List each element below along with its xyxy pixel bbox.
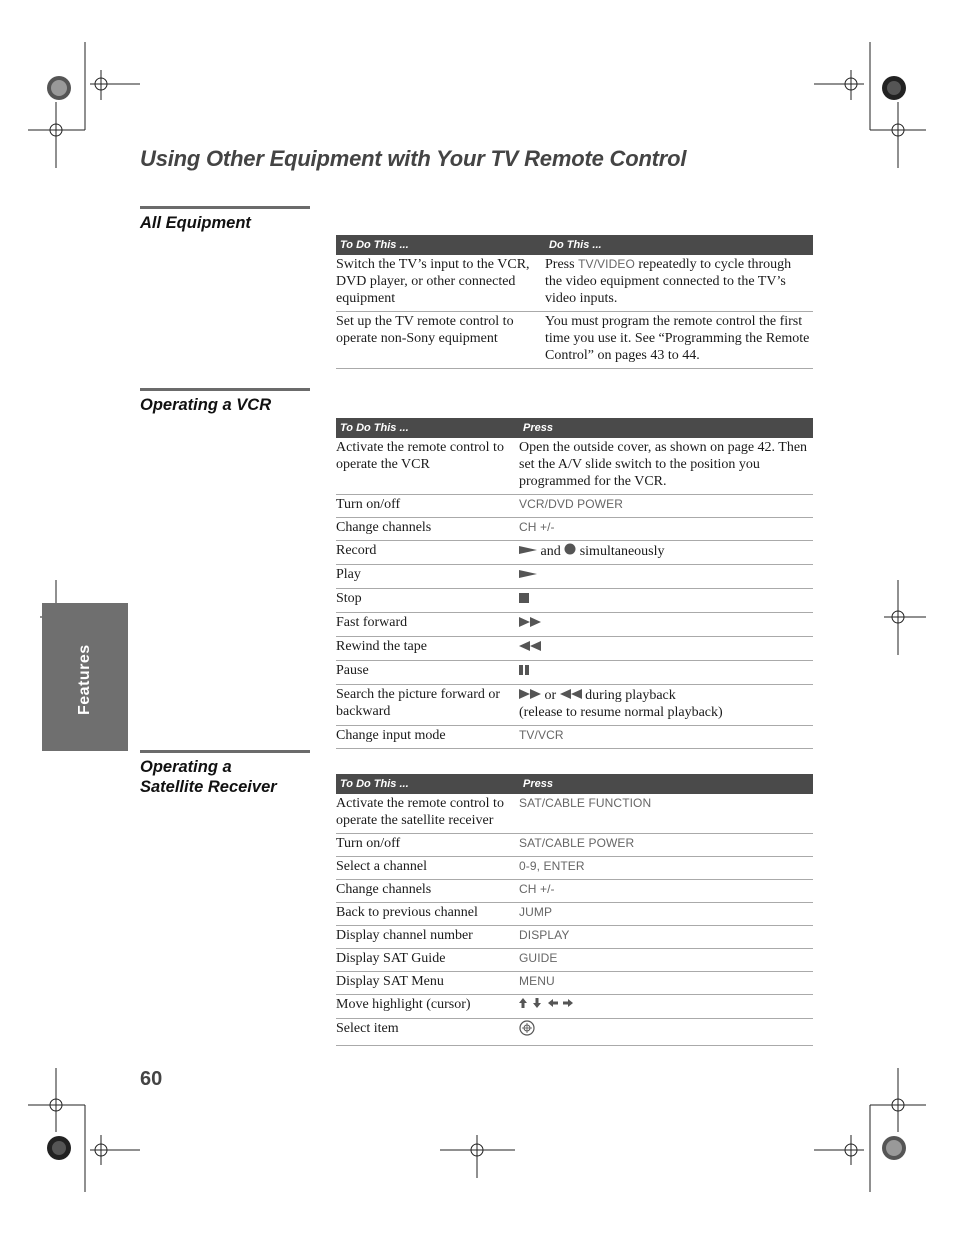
task-cell: Play (336, 565, 519, 589)
section-rule (140, 750, 310, 753)
task-cell: Set up the TV remote control to operate non-Sony equipment (336, 312, 545, 369)
rewind-icon (560, 687, 582, 702)
connector-text: and (537, 544, 565, 559)
note-text: simultaneously (576, 544, 665, 559)
action-cell (519, 726, 813, 749)
task-cell: Back to previous channel (336, 903, 519, 926)
action-cell (519, 518, 813, 541)
key-label: GUIDE (519, 951, 558, 965)
side-tab (42, 603, 128, 751)
table-row (336, 255, 813, 312)
action-cell: Press TV/VIDEO repeatedly to cycle through the video equipment connected to the TV’s video inputs. (545, 255, 813, 312)
table-row (336, 726, 813, 749)
key-label: JUMP (519, 905, 553, 919)
table-row (336, 661, 813, 685)
key-label: CH +/- (519, 882, 555, 896)
table-row (336, 1019, 813, 1046)
table-row (336, 926, 813, 949)
table-row (336, 949, 813, 972)
satellite-table (336, 774, 813, 1046)
col-header-task: To Do This ... (336, 235, 545, 255)
table-row (336, 995, 813, 1019)
pause-icon (519, 663, 529, 678)
table-row (336, 880, 813, 903)
table-row (336, 518, 813, 541)
action-cell (519, 995, 813, 1019)
section-rule (140, 206, 310, 209)
key-label: 0-9, ENTER (519, 859, 585, 873)
task-cell: Activate the remote control to operate the VCR (336, 438, 519, 495)
task-cell: Activate the remote control to operate the satellite receiver (336, 794, 519, 834)
action-cell (519, 589, 813, 613)
action-cell (519, 1019, 813, 1046)
table-row (336, 312, 813, 369)
side-tab-label: Features (76, 644, 93, 715)
action-cell (519, 903, 813, 926)
action-cell (519, 495, 813, 518)
task-cell: Record (336, 541, 519, 565)
col-header-press: Press (519, 774, 813, 794)
task-cell: Change channels (336, 518, 519, 541)
rewind-icon (519, 639, 541, 654)
note-text: (release to resume normal playback) (519, 705, 723, 720)
task-cell: Select item (336, 1019, 519, 1046)
table-row (336, 637, 813, 661)
task-cell: Stop (336, 589, 519, 613)
task-cell: Change channels (336, 880, 519, 903)
action-cell: You must program the remote control the first time you use it. See “Programming the Remote Control” on pages 43 to 44. (545, 312, 813, 369)
action-cell (519, 880, 813, 903)
section-rule (140, 388, 310, 391)
key-label: SAT/CABLE POWER (519, 836, 635, 850)
vcr-table (336, 418, 813, 749)
action-cell (519, 541, 813, 565)
table-row (336, 972, 813, 995)
task-cell: Switch the TV’s input to the VCR, DVD player, or other connected equipment (336, 255, 545, 312)
fast-forward-icon (519, 615, 541, 630)
col-header-task: To Do This ... (336, 774, 519, 794)
section-title-satellite: Operating a Satellite Receiver (140, 758, 277, 796)
connector-text: or (541, 688, 560, 703)
action-cell (519, 661, 813, 685)
table-row (336, 685, 813, 726)
table-row (336, 903, 813, 926)
stop-icon (519, 591, 529, 606)
col-header-action: Do This ... (545, 235, 813, 255)
action-cell (519, 834, 813, 857)
task-cell: Select a channel (336, 857, 519, 880)
page-number: 60 (140, 1068, 163, 1090)
task-cell: Move highlight (cursor) (336, 995, 519, 1019)
all-equipment-table (336, 235, 813, 369)
key-label: CH +/- (519, 520, 555, 534)
task-cell: Display channel number (336, 926, 519, 949)
table-row (336, 495, 813, 518)
action-cell (519, 685, 813, 726)
task-cell: Rewind the tape (336, 637, 519, 661)
task-cell: Change input mode (336, 726, 519, 749)
record-icon (564, 543, 576, 558)
task-cell: Turn on/off (336, 495, 519, 518)
task-cell: Pause (336, 661, 519, 685)
key-label: TV/VIDEO (578, 257, 635, 271)
page-title: Using Other Equipment with Your TV Remote Control (140, 146, 687, 171)
fast-forward-icon (519, 687, 541, 702)
action-cell (519, 613, 813, 637)
table-row (336, 589, 813, 613)
task-cell: Display SAT Guide (336, 949, 519, 972)
col-header-press: Press (519, 418, 813, 438)
table-row (336, 438, 813, 495)
action-cell (519, 926, 813, 949)
table-row (336, 794, 813, 834)
note-text: during playback (581, 688, 676, 703)
task-cell: Fast forward (336, 613, 519, 637)
table-row (336, 857, 813, 880)
arrow-keys-icon (519, 997, 575, 1012)
action-cell (519, 565, 813, 589)
key-label: TV/VCR (519, 728, 564, 742)
col-header-task: To Do This ... (336, 418, 519, 438)
key-label: DISPLAY (519, 928, 570, 942)
action-cell (519, 949, 813, 972)
action-cell (519, 857, 813, 880)
play-icon (519, 543, 537, 558)
table-row (336, 541, 813, 565)
action-cell (519, 637, 813, 661)
key-label: SAT/CABLE FUNCTION (519, 796, 652, 810)
action-cell (519, 794, 813, 834)
task-cell: Search the picture forward or backward (336, 685, 519, 726)
play-icon (519, 567, 537, 582)
table-row (336, 565, 813, 589)
section-title-vcr: Operating a VCR (140, 396, 272, 414)
select-button-icon (519, 1024, 535, 1039)
task-cell: Turn on/off (336, 834, 519, 857)
task-cell: Display SAT Menu (336, 972, 519, 995)
table-row (336, 613, 813, 637)
action-cell (519, 972, 813, 995)
action-cell: Open the outside cover, as shown on page 42. Then set the A/V slide switch to the position you programmed for the VCR. (519, 438, 813, 495)
table-row (336, 834, 813, 857)
section-title-all-equipment: All Equipment (140, 214, 251, 232)
key-label: MENU (519, 974, 555, 988)
key-label: VCR/DVD POWER (519, 497, 623, 511)
